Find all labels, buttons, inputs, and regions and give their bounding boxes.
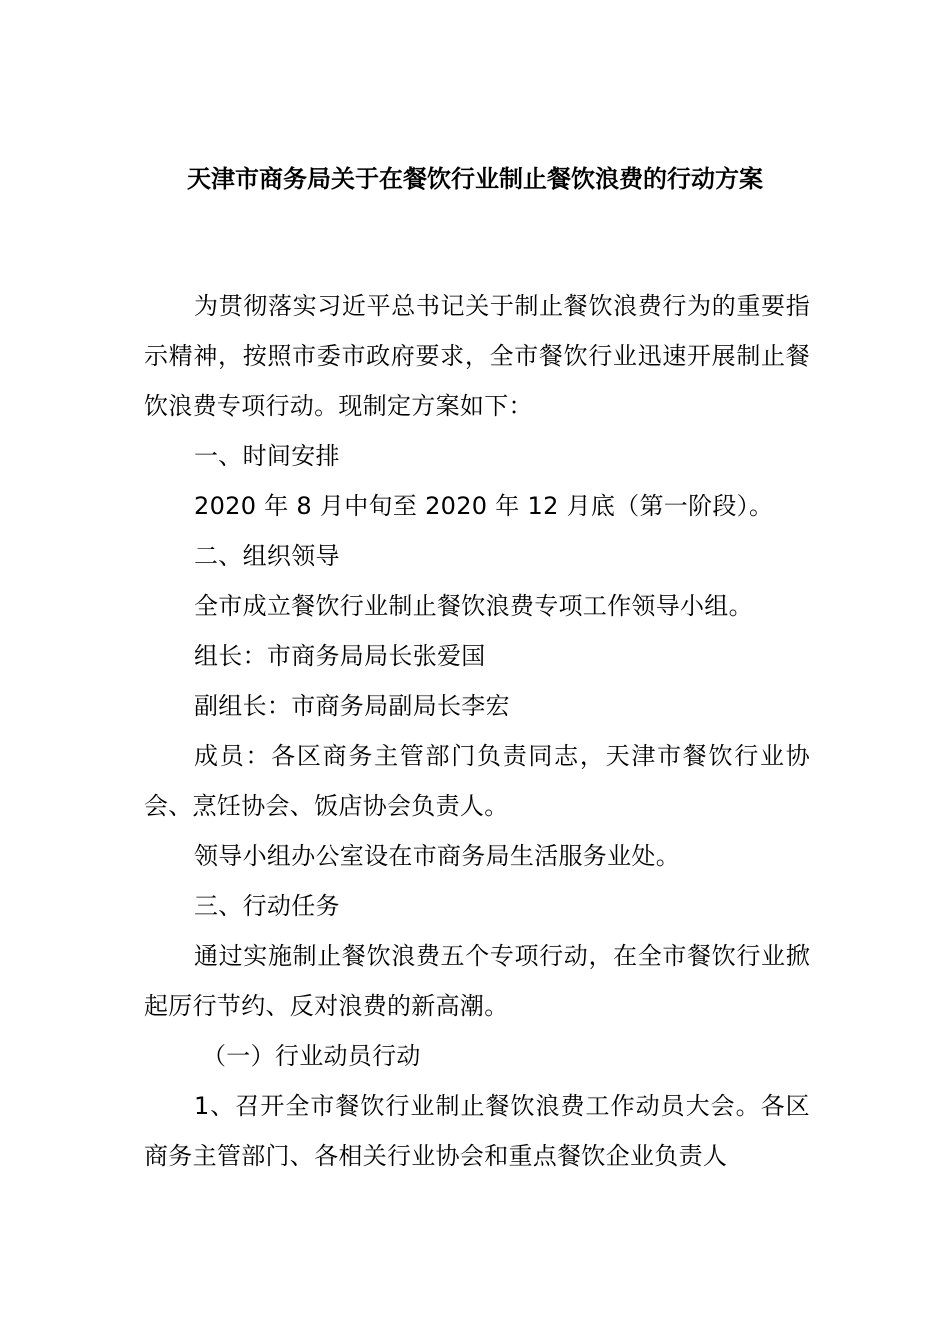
intro-paragraph: 为贯彻落实习近平总书记关于制止餐饮浪费行为的重要指示精神，按照市委市政府要求，全市餐饮行业迅速开展制止餐饮浪费专项行动。现制定方案如下： xyxy=(144,292,810,420)
subsection-heading-mobilization: （一）行业动员行动 xyxy=(202,1042,421,1070)
section-heading-organization: 二、组织领导 xyxy=(194,542,340,570)
document-title: 天津市商务局关于在餐饮行业制止餐饮浪费的行动方案 xyxy=(187,165,763,193)
tasks-paragraph: 通过实施制止餐饮浪费五个专项行动，在全市餐饮行业掀起厉行节约、反对浪费的新高潮。 xyxy=(144,942,810,1020)
organization-paragraph: 全市成立餐饮行业制止餐饮浪费专项工作领导小组。 xyxy=(194,592,753,620)
schedule-paragraph: 2020 年 8 月中旬至 2020 年 12 月底（第一阶段）。 xyxy=(194,492,774,520)
leader-paragraph: 组长：市商务局局长张爱国 xyxy=(194,642,486,670)
deputy-leader-paragraph: 副组长：市商务局副局长李宏 xyxy=(194,692,510,720)
section-heading-tasks: 三、行动任务 xyxy=(194,892,340,920)
office-paragraph: 领导小组办公室设在市商务局生活服务业处。 xyxy=(194,842,680,870)
members-paragraph: 成员：各区商务主管部门负责同志，天津市餐饮行业协会、烹饪协会、饭店协会负责人。 xyxy=(144,742,810,820)
item-paragraph-1: 1、召开全市餐饮行业制止餐饮浪费工作动员大会。各区商务主管部门、各相关行业协会和重点餐饮企业负责人 xyxy=(144,1092,810,1170)
document-body xyxy=(144,281,810,1181)
section-heading-schedule: 一、时间安排 xyxy=(194,442,340,470)
